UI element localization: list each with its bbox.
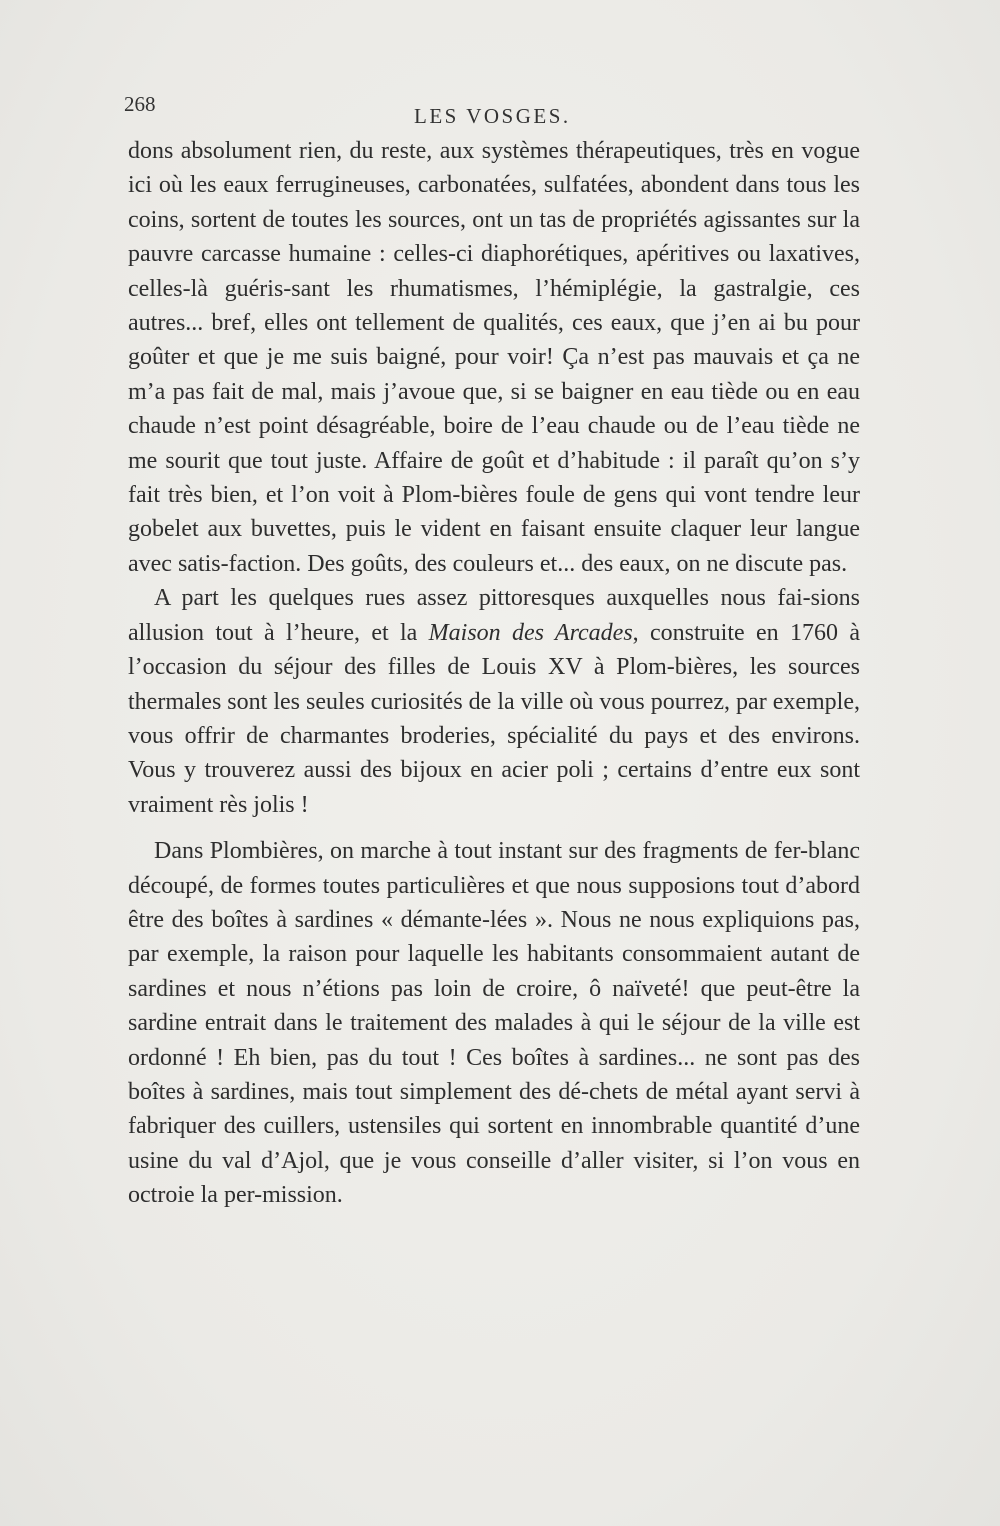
page-header [124,92,864,132]
paragraph-2-text-start: A part les quelques rues assez pittoresques auxquelles nous fai-sions allusion tout à l’heure, et la [128,585,860,646]
paragraph-2-italic-title: Maison des Arcades [428,619,633,646]
body-text [128,134,860,1213]
paragraph-2 [128,581,860,822]
running-head: LES VOSGES. [414,104,571,128]
paragraph-2-text-end: , construite en 1760 à l’occasion du séjour des filles de Louis XV à Plom-bières, les sources thermales sont les seules curiosités de la ville où vous pourrez, par exemple, vous offrir de charmantes broderies, spécialité du pays et des environs. Vous y trouverez aussi des bijoux en acier poli ; certains d’entre eux sont vraiment rès jolis ! [128,619,860,818]
paragraph-3: Dans Plombières, on marche à tout instant sur des fragments de fer-blanc découpé, de formes toutes particulières et que nous supposions tout d’abord être des boîtes à sardines « démante-lées ». Nous ne nous expliquions pas, par exemple, la raison pour laquelle les habitants consommaient autant de sardines et nous n’étions pas loin de croire, ô naïveté! que peut-être la sardine entrait dans le traitement des malades à qui le séjour de la ville est ordonné ! Eh bien, pas du tout ! Ces boîtes à sardines... ne sont pas des boîtes à sardines, mais tout simplement des dé-chets de métal ayant servi à fabriquer des cuillers, ustensiles qui sortent en innombrable quantité d’une usine du val d’Ajol, que je vous conseille d’aller visiter, si l’on vous en octroie la per-mission. [128,838,860,1209]
page-number: 268 [124,92,156,116]
paragraph-1: dons absolument rien, du reste, aux systèmes thérapeutiques, très en vogue ici où les eaux ferrugineuses, carbonatées, sulfatées, abondent dans tous les coins, sortent de toutes les sources, ont un tas de propriétés agissantes sur la pauvre carcasse humaine : celles-ci diaphorétiques, apéritives ou laxatives, celles-là guéris-sant les rhumatismes, l’hémiplégie, la gastralgie, ces autres... bref, elles ont tellement de qualités, ces eaux, que j’en ai bu pour goûter et que je me suis baigné, pour voir! Ça n’est pas mauvais et ça ne m’a pas fait de mal, mais j’avoue que, si se baigner en eau tiède ou en eau chaude n’est point désagréable, boire de l’eau chaude ou de l’eau tiède ne me sourit que tout juste. Affaire de goût et d’habitude : il paraît qu’on s’y fait très bien, et l’on voit à Plom-bières foule de gens qui vont tendre leur gobelet aux buvettes, puis le vident en faisant ensuite claquer leur langue avec satis-faction. Des goûts, des couleurs et... des eaux, on ne discute pas. [128,138,860,577]
